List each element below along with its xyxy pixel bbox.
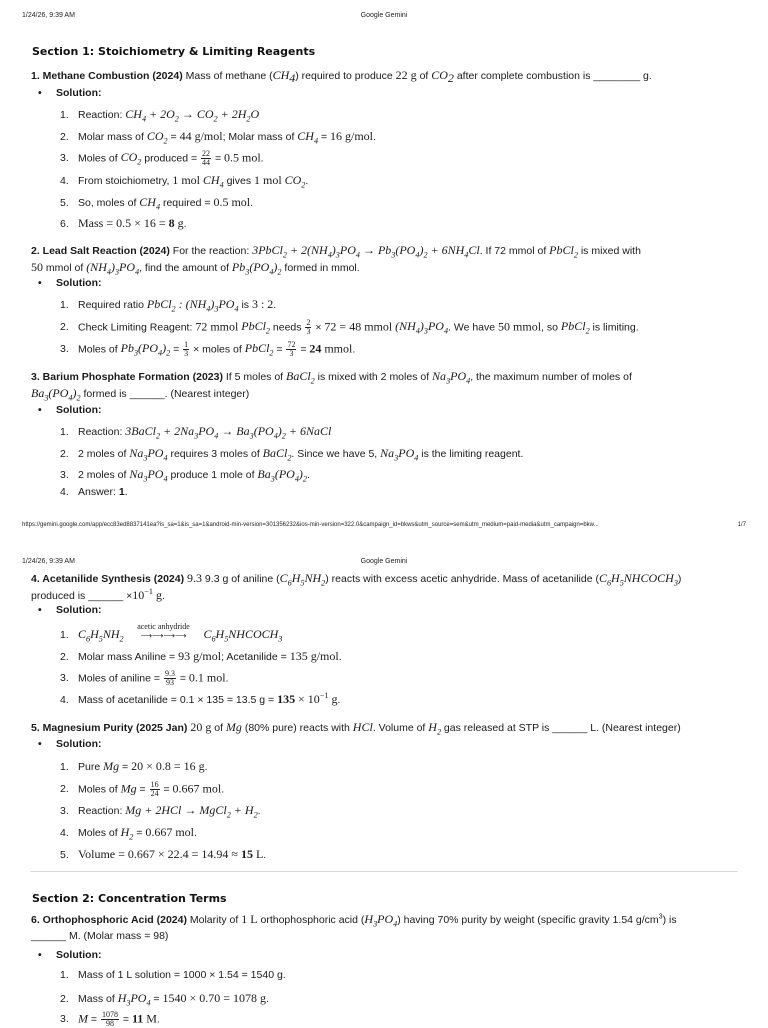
solution-step: 2. Check Limiting Reagent: 72 mmol PbCl$_2$ needs $\frac{2}{3}$ × 72 = 48 mmol $(NH_4)_3PO_4$. We have 50 mmol, so PbCl$_2$ is limiting. bbox=[60, 318, 639, 336]
solution-label: • Solution: bbox=[38, 949, 102, 961]
solution-label: • Solution: bbox=[38, 87, 102, 99]
solution-step: 1. Reaction: 3BaCl$_2$ + $2Na_3PO_4 \to Ba_3(PO_4)_2$ + 6NaCl bbox=[60, 424, 332, 441]
solution-step: 1. Reaction: $CH_4 + 2O_2 \to CO_2 + 2H_2O$ bbox=[60, 107, 260, 124]
solution-step: 3. Moles of $Pb_3(PO_4)_2$ = $\frac{1}{3}$ × moles of PbCl$_2$ = $\frac{72}{3}$ = 24 mmol. bbox=[60, 340, 356, 358]
reaction-arrow: acetic anhydride ⟶⟶⟶⟶ bbox=[137, 622, 190, 640]
print-timestamp: 1/24/26, 9:39 AM bbox=[22, 12, 75, 19]
solution-step: 1. Mass of 1 L solution = 1000 × 1.54 = 1540 g. bbox=[60, 969, 286, 981]
solution-step: 2. 2 moles of $Na_3PO_4$ requires 3 moles of BaCl$_2$. Since we have 5, $Na_3PO_4$ is the limiting reagent. bbox=[60, 446, 524, 463]
solution-step: 1. $C_6H_5NH_2$ acetic anhydride ⟶⟶⟶⟶ $C_6H_5NHCOCH_3$ bbox=[60, 622, 283, 644]
solution-step: 3. 2 moles of $Na_3PO_4$ produce 1 mole of $Ba_3(PO_4)_2$. bbox=[60, 467, 310, 484]
solution-step: 4. From stoichiometry, 1 mol $CH_4$ gives 1 mol $CO_2$. bbox=[60, 173, 309, 190]
solution-step: 1. Pure Mg = 20 × 0.8 = 16 g. bbox=[60, 759, 208, 773]
page-number: 1/7 bbox=[737, 522, 746, 528]
section-heading: Section 1: Stoichiometry & Limiting Reagents bbox=[32, 45, 316, 58]
solution-step: 3. Moles of aniline = $\frac{9.3}{93}$ = 0.1 mol. bbox=[60, 669, 229, 687]
solution-step: 2. Molar mass Aniline = 93 g/mol; Acetanilide = 135 g/mol. bbox=[60, 649, 342, 663]
solution-label: • Solution: bbox=[38, 277, 102, 289]
page-header: 1/24/26, 9:39 AM Google Gemini bbox=[22, 558, 408, 565]
solution-step: 6. Mass = 0.5 × 16 = 8 g. bbox=[60, 216, 187, 230]
solution-step: 2. Mass of $H_3PO_4 = 1540 \times 0.70 = 1078$ g. bbox=[60, 991, 269, 1008]
question-4: 4. Acetanilide Synthesis (2024) 9.3 9.3 g of aniline $(C_6H_5NH_2)$ reacts with excess acetic anhydride. Mass of acetanilide $(C_6H_5NHCOCH_3)$ produced is ______ $\times 10^{-1}$ g. bbox=[31, 571, 682, 602]
question-2: 2. Lead Salt Reaction (2024) For the reaction: 3PbCl$_2$ + $2(NH_4)_3PO_4 \to Pb_3(PO_4)_2 + 6NH_4Cl$. If 72 mmol of PbCl$_2$ is mixed with 50 mmol of $(NH_4)_3PO_4$, find the amount of $Pb_3(PO_4)_2$ formed in mmol. bbox=[31, 243, 641, 277]
solution-step: 4. Mass of acetanilide = 0.1 × 135 = 13.5 $g = 135 \times 10^{-1}$ g. bbox=[60, 691, 341, 706]
solution-step: 1. Required ratio PbCl$_2$ : $(NH_4)_3PO_4$ is 3 : 2. bbox=[60, 297, 277, 314]
page-footer bbox=[0, 520, 768, 532]
question-5: 5. Magnesium Purity (2025 Jan) 20 g of Mg (80% pure) reacts with HCl. Volume of $H_2$ gas released at STP is ______ L. (Nearest integer) bbox=[31, 720, 681, 737]
question-1: 1. Methane Combustion (2024) Mass of methane $(CH_4)$ required to produce 22 g of $CO_2$ after complete combustion is ________ g. bbox=[31, 68, 652, 86]
solution-step: 3. Moles of $CO_2$ produced = $\frac{22}{44}$ = 0.5 mol. bbox=[60, 149, 264, 167]
solution-label: • Solution: bbox=[38, 604, 102, 616]
solution-step: 2. Molar mass of $CO_2 = 44$ g/mol; Molar mass of $CH_4 = 16$ g/mol. bbox=[60, 129, 376, 146]
section-divider bbox=[30, 871, 738, 872]
solution-step: 3. Reaction: Mg + 2HCl → MgCl$_2$ + $H_2$. bbox=[60, 803, 261, 820]
solution-step: 2. Moles of Mg = $\frac{16}{24}$ = 0.667 mol. bbox=[60, 780, 225, 798]
print-title: Google Gemini bbox=[360, 12, 408, 19]
print-url: https://gemini.google.com/app/ecc83ed8837141ea?is_sa=1&is_sa=1&android-min-version=301356232&ios-min-version=322.0&campaign_id=bkws&utm_source=sem&utm_medium=paid-media&utm_campaign=bkw... bbox=[22, 522, 599, 528]
solution-step: 5. Volume = 0.667 × 22.4 = 14.94 ≈ 15 L. bbox=[60, 847, 267, 861]
question-3: 3. Barium Phosphate Formation (2023) If 5 moles of BaCl$_2$ is mixed with 2 moles of $Na_3PO_4$, the maximum number of moles of $Ba_3(PO_4)_2$ formed is ______. (Nearest integer) bbox=[31, 369, 632, 403]
solution-label: • Solution: bbox=[38, 404, 102, 416]
solution-label: • Solution: bbox=[38, 738, 102, 750]
page-header bbox=[0, 10, 768, 24]
solution-step: 4. Answer: 1. bbox=[60, 486, 128, 498]
solution-step: 5. So, moles of $CH_4$ required = 0.5 mol. bbox=[60, 195, 254, 212]
question-title: 1. Methane Combustion (2024) bbox=[31, 70, 183, 82]
solution-step: 3. M = $\frac{1078}{98}$ = 11 M. bbox=[60, 1010, 160, 1028]
section-heading: Section 2: Concentration Terms bbox=[32, 892, 227, 905]
question-6: 6. Orthophosphoric Acid (2024) Molarity of 1 L orthophosphoric acid $(H_3PO_4)$ having 70% purity by weight (specific gravity 1.54 $g/cm^3$) is ______ M. (Molar mass = 98) bbox=[31, 912, 677, 942]
solution-step: 4. Moles of $H_2 = 0.667$ mol. bbox=[60, 825, 197, 842]
